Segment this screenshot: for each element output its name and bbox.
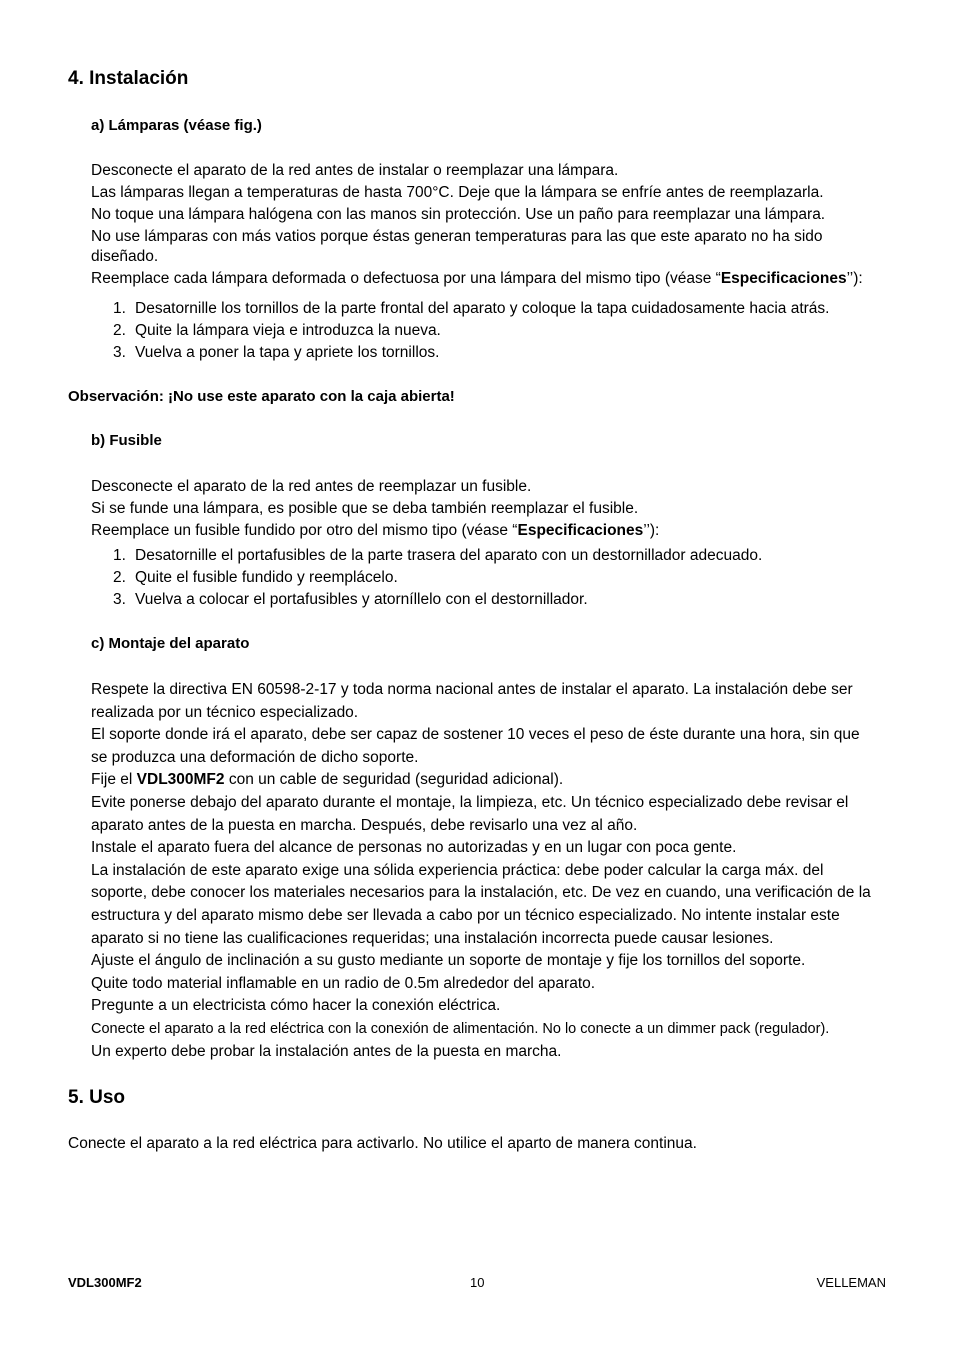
text-line: Evite ponerse debajo del aparato durante el montaje, la limpieza, etc. Un técnico especializado debe revisar el [91, 793, 849, 811]
text-line: No use lámparas con más vatios porque éstas generan temperaturas para las que este aparato no ha sido [91, 228, 823, 245]
list-item: 3. Vuelva a poner la tapa y apriete los tornillos. [113, 344, 440, 361]
text-line: aparato antes de la puesta en marcha. Después, debe revisarlo una vez al año. [91, 816, 638, 834]
montaje-paragraph [91, 679, 871, 1063]
model-name: VDL300MF2 [136, 771, 225, 789]
subheading-montaje: c) Montaje del aparato [91, 635, 250, 652]
text-line: soporte, debe conocer los materiales necesarios para la instalación, etc. De vez en cuando, una verificación de la [91, 884, 871, 902]
spec-link-text: Especificaciones [517, 522, 644, 539]
footer-model: VDL300MF2 [68, 1275, 142, 1290]
text-line: Un experto debe probar la instalación antes de la puesta en marcha. [91, 1042, 562, 1060]
footer-page-number: 10 [470, 1275, 485, 1290]
text-line: Respete la directiva EN 60598-2-17 y toda norma nacional antes de instalar el aparato. La instalación debe ser [91, 681, 853, 698]
subheading-lamparas: a) Lámparas (véase fig.) [91, 117, 262, 134]
text-line: Si se funde una lámpara, es posible que se deba también reemplazar el fusible. [91, 500, 639, 517]
text-line: La instalación de este aparato exige una sólida experiencia práctica: debe poder calcular la carga máx. del [91, 861, 824, 879]
text-line: Quite todo material inflamable en un radio de 0.5m alrededor del aparato. [91, 974, 596, 992]
list-item: 1. Desatornille el portafusibles de la parte trasera del aparato con un destornillador adecuado. [113, 547, 763, 564]
fusible-paragraph [91, 476, 659, 542]
section-title-uso: 5. Uso [68, 1087, 126, 1108]
text-line: estructura y del aparato mismo debe ser llevada a cabo por un técnico especializado. No intente instalar este [91, 906, 840, 924]
text-line: Instale el aparato fuera del alcance de personas no autorizadas y en un lugar con poca gente. [91, 839, 737, 857]
text-line: Las lámparas llegan a temperaturas de hasta 700°C. Deje que la lámpara se enfríe antes de reemplazarla. [91, 184, 824, 201]
text-line: aparato si no tiene las cualificaciones requeridas; una instalación incorrecta puede causar lesiones. [91, 929, 774, 947]
list-item: 2. Quite el fusible fundido y reemplácelo. [113, 569, 398, 586]
spec-reference-line: Reemplace un fusible fundido por otro del mismo tipo (véase “Especificaciones’’): [91, 522, 660, 539]
list-item: 2. Quite la lámpara vieja e introduzca la nueva. [113, 322, 441, 339]
lamparas-steps-list [113, 298, 829, 364]
text-line: Desconecte el aparato de la red antes de instalar o reemplazar una lámpara. [91, 162, 619, 179]
fixing-line: Fije el VDL300MF2 con un cable de seguridad (seguridad adicional). [91, 771, 564, 789]
spec-reference-line: Reemplace cada lámpara deformada o defectuosa por una lámpara del mismo tipo (véase “Especificaciones’’): [91, 270, 863, 287]
text-line: Ajuste el ángulo de inclinación a su gusto mediante un soporte de montaje y fije los tornillos del soporte. [91, 952, 806, 970]
spec-link-text: Especificaciones [720, 270, 847, 287]
subheading-fusible: b) Fusible [91, 432, 162, 449]
list-item: 3. Vuelva a colocar el portafusibles y atorníllelo con el destornillador. [113, 591, 588, 608]
lamparas-paragraph [91, 160, 863, 290]
fusible-steps-list [113, 545, 762, 611]
uso-paragraph: Conecte el aparato a la red eléctrica para activarlo. No utilice el aparto de manera continua. [68, 1135, 697, 1152]
text-line: No toque una lámpara halógena con las manos sin protección. Use un paño para reemplazar una lámpara. [91, 206, 826, 223]
text-line: se produzca una deformación de dicho soporte. [91, 748, 419, 766]
text-line: Desconecte el aparato de la red antes de reemplazar un fusible. [91, 478, 532, 495]
text-line: realizada por un técnico especializado. [91, 703, 359, 721]
footer-brand: VELLEMAN [816, 1275, 886, 1290]
text-line: diseñado. [91, 248, 159, 265]
list-item: 1. Desatornille los tornillos de la parte frontal del aparato y coloque la tapa cuidadosamente hacia atrás. [113, 300, 830, 317]
section-title-instalacion: 4. Instalación [68, 68, 189, 89]
observation-note: Observación: ¡No use este aparato con la caja abierta! [68, 388, 455, 405]
text-line: Conecte el aparato a la red eléctrica con la conexión de alimentación. No lo conecte a un dimmer pack (regulador). [91, 1020, 830, 1037]
text-line: El soporte donde irá el aparato, debe ser capaz de sostener 10 veces el peso de éste durante una hora, sin que [91, 726, 860, 744]
text-line: Pregunte a un electricista cómo hacer la conexión eléctrica. [91, 997, 501, 1015]
